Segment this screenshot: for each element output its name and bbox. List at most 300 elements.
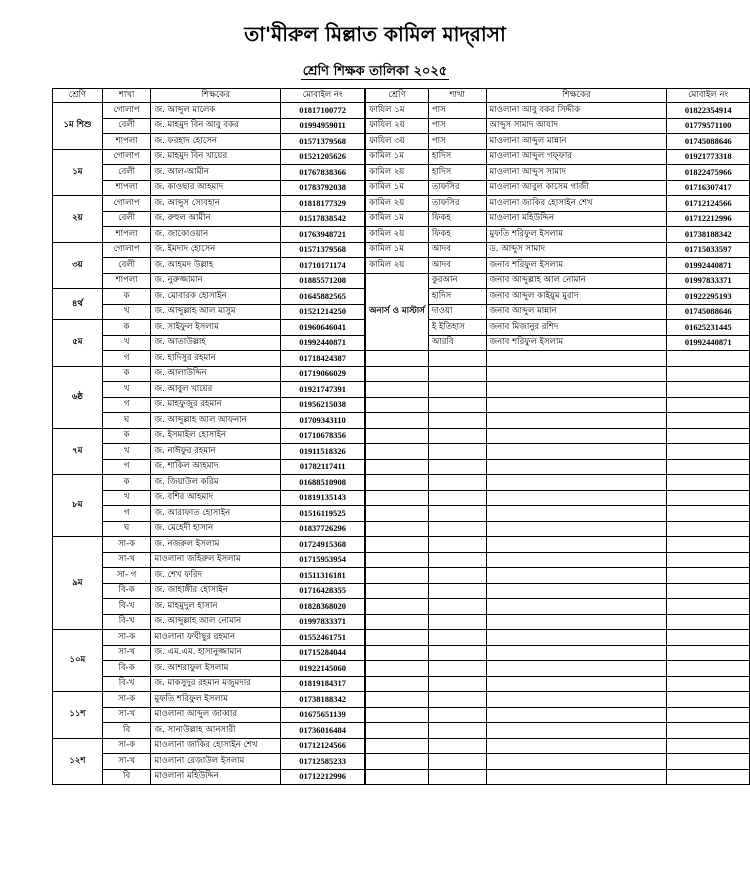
branch-cell: দাওয়া bbox=[428, 304, 486, 320]
teacher-cell: মাওলানা জাকির হোসাইন শেখ bbox=[151, 738, 281, 754]
branch-cell: গ bbox=[102, 506, 151, 522]
empty-cell bbox=[428, 692, 486, 708]
teacher-cell: জ. মাহফুজুর রহমান bbox=[151, 397, 281, 413]
branch-cell: হাদিস bbox=[428, 149, 486, 165]
mobile-cell: 01822475966 bbox=[667, 165, 750, 181]
teacher-cell: মাওলানা আব্দুল মান্নান bbox=[486, 134, 667, 150]
branch-cell: বি-খ bbox=[102, 614, 151, 630]
mobile-cell: 01997833371 bbox=[667, 273, 750, 289]
table-row bbox=[53, 366, 750, 382]
branch-cell: সা-খ bbox=[102, 754, 151, 770]
teacher-cell: মাওলানা রেজাউল ইসলাম bbox=[151, 754, 281, 770]
branch-cell: সা-ক bbox=[102, 630, 151, 646]
teacher-cell: ড. আব্দুস সামাদ bbox=[486, 242, 667, 258]
empty-cell bbox=[486, 568, 667, 584]
empty-cell bbox=[667, 475, 750, 491]
empty-cell bbox=[428, 738, 486, 754]
empty-cell bbox=[486, 475, 667, 491]
mobile-cell: 01521205626 bbox=[281, 149, 366, 165]
empty-cell bbox=[365, 537, 428, 553]
mobile-cell: 01712124566 bbox=[667, 196, 750, 212]
teacher-cell: জ. আহমদ উল্লাহ bbox=[151, 258, 281, 274]
empty-cell bbox=[428, 707, 486, 723]
empty-cell bbox=[365, 552, 428, 568]
branch-cell: সা-খ bbox=[102, 645, 151, 661]
mobile-cell: 01571379568 bbox=[281, 242, 366, 258]
branch-cell: ঘ bbox=[102, 413, 151, 429]
table-row bbox=[53, 165, 750, 181]
empty-cell bbox=[486, 459, 667, 475]
teacher-cell: জ. জাকোওয়ান bbox=[151, 227, 281, 243]
empty-cell bbox=[486, 351, 667, 367]
branch-cell: ফিকহ bbox=[428, 211, 486, 227]
teacher-cell: জ. আতাউল্লাহ bbox=[151, 335, 281, 351]
empty-cell bbox=[486, 614, 667, 630]
teacher-cell: জ. মাহমুদুল হাসান bbox=[151, 599, 281, 615]
page-title: তা'মীরুল মিল্লাত কামিল মাদ্‌রাসা bbox=[244, 22, 506, 46]
teacher-cell: মাওলানা জহিরুল ইসলাম bbox=[151, 552, 281, 568]
table-row bbox=[53, 180, 750, 196]
branch-cell: বি-ক bbox=[102, 583, 151, 599]
table-row bbox=[53, 583, 750, 599]
empty-cell bbox=[486, 599, 667, 615]
teacher-cell: মাওলানা ফখীছুর রহমান bbox=[151, 630, 281, 646]
table-row bbox=[53, 103, 750, 119]
mobile-cell: 01724915368 bbox=[281, 537, 366, 553]
header-teacher-2: শিক্ষকের bbox=[486, 89, 667, 103]
teacher-table-body bbox=[53, 89, 750, 785]
empty-cell bbox=[486, 537, 667, 553]
mobile-cell: 01885571208 bbox=[281, 273, 366, 289]
branch-cell: ই ইতিহাস bbox=[428, 320, 486, 336]
table-row bbox=[53, 459, 750, 475]
mobile-cell: 01688510908 bbox=[281, 475, 366, 491]
teacher-cell: জ. আব্দুল্লাহ আল আফনান bbox=[151, 413, 281, 429]
empty-cell bbox=[667, 723, 750, 739]
empty-cell bbox=[365, 366, 428, 382]
empty-cell bbox=[365, 444, 428, 460]
mobile-cell: 01782117411 bbox=[281, 459, 366, 475]
empty-cell bbox=[365, 521, 428, 537]
teacher-cell: জ. বশির আহমাদ bbox=[151, 490, 281, 506]
teacher-cell: জ. সাইফুল ইসলাম bbox=[151, 320, 281, 336]
class-cell: ৮ম bbox=[53, 475, 103, 537]
class-cell: ১২শ bbox=[53, 738, 103, 785]
branch-cell: গোলাপ bbox=[102, 196, 151, 212]
teacher-cell: জ. আব্দুস সোবহান bbox=[151, 196, 281, 212]
empty-cell bbox=[365, 490, 428, 506]
mobile-cell: 01763948721 bbox=[281, 227, 366, 243]
table-row bbox=[53, 211, 750, 227]
branch-cell: গ bbox=[102, 397, 151, 413]
empty-cell bbox=[365, 661, 428, 677]
branch-cell: সা-ক bbox=[102, 738, 151, 754]
mobile-cell: 01992440871 bbox=[667, 258, 750, 274]
teacher-cell: জ. ইসমাইল হোসাইন bbox=[151, 428, 281, 444]
table-row bbox=[53, 754, 750, 770]
empty-cell bbox=[486, 738, 667, 754]
empty-cell bbox=[486, 645, 667, 661]
empty-cell bbox=[428, 475, 486, 491]
branch-cell: সা-ক bbox=[102, 692, 151, 708]
teacher-cell: মাওলানা আবু বকর সিদ্দীক bbox=[486, 103, 667, 119]
empty-cell bbox=[365, 738, 428, 754]
empty-cell bbox=[486, 490, 667, 506]
table-row bbox=[53, 258, 750, 274]
teacher-cell: জ. শাকিল আহমাদ bbox=[151, 459, 281, 475]
empty-cell bbox=[486, 769, 667, 785]
empty-cell bbox=[667, 661, 750, 677]
branch-cell: বেলী bbox=[102, 118, 151, 134]
table-row bbox=[53, 149, 750, 165]
empty-cell bbox=[365, 630, 428, 646]
table-row bbox=[53, 118, 750, 134]
empty-cell bbox=[365, 583, 428, 599]
branch-cell: সা-ক bbox=[102, 537, 151, 553]
empty-cell bbox=[667, 754, 750, 770]
table-header-row bbox=[53, 89, 750, 103]
empty-cell bbox=[428, 490, 486, 506]
empty-cell bbox=[428, 583, 486, 599]
teacher-cell: জ. মোবারক হোসাইন bbox=[151, 289, 281, 305]
teacher-cell: মাওলানা জাকির হোসাইন শেখ bbox=[486, 196, 667, 212]
empty-cell bbox=[428, 599, 486, 615]
class-cell: কামিল ২য় bbox=[365, 196, 428, 212]
mobile-cell: 01960646041 bbox=[281, 320, 366, 336]
table-row bbox=[53, 490, 750, 506]
branch-cell: হাদিস bbox=[428, 165, 486, 181]
branch-cell: ফিকহ bbox=[428, 227, 486, 243]
mobile-cell: 01517838542 bbox=[281, 211, 366, 227]
branch-cell: ঘ bbox=[102, 521, 151, 537]
teacher-cell: মাওলানা আব্দুল গফ্ফার bbox=[486, 149, 667, 165]
masters-group-label: অনার্স ও মাস্টার্স bbox=[365, 273, 428, 351]
table-row bbox=[53, 769, 750, 785]
teacher-cell: মাওলানা আব্দুস সামাদ bbox=[486, 165, 667, 181]
branch-cell: আদব bbox=[428, 258, 486, 274]
mobile-cell: 01997833371 bbox=[281, 614, 366, 630]
teacher-cell: জ. নজরুল ইসলাম bbox=[151, 537, 281, 553]
branch-cell: বি-ক bbox=[102, 661, 151, 677]
empty-cell bbox=[667, 552, 750, 568]
mobile-cell: 01819135143 bbox=[281, 490, 366, 506]
empty-cell bbox=[428, 382, 486, 398]
teacher-cell: জ. আল-আমীন bbox=[151, 165, 281, 181]
empty-cell bbox=[667, 583, 750, 599]
empty-cell bbox=[365, 599, 428, 615]
table-row bbox=[53, 661, 750, 677]
teacher-cell: জ. এম.এম. হাসানুজ্জামান bbox=[151, 645, 281, 661]
empty-cell bbox=[486, 661, 667, 677]
branch-cell: বি-খ bbox=[102, 676, 151, 692]
mobile-cell: 01779571100 bbox=[667, 118, 750, 134]
class-cell: ৯ম bbox=[53, 537, 103, 630]
branch-cell: গোলাপ bbox=[102, 103, 151, 119]
class-cell: ৩য় bbox=[53, 242, 103, 289]
table-row bbox=[53, 428, 750, 444]
branch-cell: সা-খ bbox=[102, 707, 151, 723]
branch-cell: বেলী bbox=[102, 211, 151, 227]
empty-cell bbox=[667, 351, 750, 367]
mobile-cell: 01828368020 bbox=[281, 599, 366, 615]
teacher-cell: জ. হাদিসুর রহমান bbox=[151, 351, 281, 367]
mobile-cell: 01716307417 bbox=[667, 180, 750, 196]
mobile-cell: 01710171174 bbox=[281, 258, 366, 274]
teacher-cell: জ. আবুল খায়ের bbox=[151, 382, 281, 398]
class-cell: ফাযিল ২য় bbox=[365, 118, 428, 134]
mobile-cell: 01552461751 bbox=[281, 630, 366, 646]
header-teacher: শিক্ষকের bbox=[151, 89, 281, 103]
teacher-cell: জনাব আব্দুল্লাহ আল নোমান bbox=[486, 273, 667, 289]
table-row bbox=[53, 599, 750, 615]
empty-cell bbox=[365, 413, 428, 429]
table-row bbox=[53, 537, 750, 553]
empty-cell bbox=[667, 645, 750, 661]
branch-cell: কুরআন bbox=[428, 273, 486, 289]
mobile-cell: 01921773318 bbox=[667, 149, 750, 165]
empty-cell bbox=[365, 568, 428, 584]
table-row bbox=[53, 676, 750, 692]
branch-cell: তাফসির bbox=[428, 180, 486, 196]
table-row bbox=[53, 506, 750, 522]
branch-cell: শাপলা bbox=[102, 273, 151, 289]
empty-cell bbox=[428, 506, 486, 522]
teacher-cell: জনাব আব্দুল মান্নান bbox=[486, 304, 667, 320]
teacher-cell: জ. মেহেদী হাসান bbox=[151, 521, 281, 537]
mobile-cell: 01712124566 bbox=[281, 738, 366, 754]
empty-cell bbox=[428, 661, 486, 677]
empty-cell bbox=[428, 630, 486, 646]
teacher-cell: জ. আরাফাত হোসাইন bbox=[151, 506, 281, 522]
mobile-cell: 01738188342 bbox=[667, 227, 750, 243]
mobile-cell: 01921747391 bbox=[281, 382, 366, 398]
empty-cell bbox=[667, 428, 750, 444]
empty-cell bbox=[486, 506, 667, 522]
teacher-cell: জ. আব্দুল মালেক bbox=[151, 103, 281, 119]
header-mobile: মোবাইল নং bbox=[281, 89, 366, 103]
mobile-cell: 01675651139 bbox=[281, 707, 366, 723]
empty-cell bbox=[365, 397, 428, 413]
branch-cell: ক bbox=[102, 289, 151, 305]
empty-cell bbox=[428, 413, 486, 429]
branch-cell: ক bbox=[102, 320, 151, 336]
empty-cell bbox=[667, 630, 750, 646]
table-row bbox=[53, 552, 750, 568]
branch-cell: গ bbox=[102, 351, 151, 367]
mobile-cell: 01719066029 bbox=[281, 366, 366, 382]
empty-cell bbox=[667, 459, 750, 475]
teacher-cell: মাওলানা মহিউদ্দিন bbox=[486, 211, 667, 227]
teacher-cell: জ. সানাউল্লাহ আনসারী bbox=[151, 723, 281, 739]
empty-cell bbox=[667, 397, 750, 413]
empty-cell bbox=[428, 723, 486, 739]
empty-cell bbox=[667, 490, 750, 506]
empty-cell bbox=[667, 769, 750, 785]
mobile-cell: 01738188342 bbox=[281, 692, 366, 708]
empty-cell bbox=[365, 692, 428, 708]
mobile-cell: 01817100772 bbox=[281, 103, 366, 119]
teacher-cell: জ. ফরহাদ হোসেন bbox=[151, 134, 281, 150]
teacher-cell: জ. আব্দুল্লাহ আল মাসুম bbox=[151, 304, 281, 320]
empty-cell bbox=[486, 723, 667, 739]
empty-cell bbox=[428, 351, 486, 367]
empty-cell bbox=[365, 428, 428, 444]
empty-cell bbox=[365, 645, 428, 661]
empty-cell bbox=[428, 428, 486, 444]
branch-cell: ক bbox=[102, 475, 151, 491]
branch-cell: বেলী bbox=[102, 165, 151, 181]
mobile-cell: 01736016484 bbox=[281, 723, 366, 739]
class-cell: ২য় bbox=[53, 196, 103, 243]
class-cell: কামিল ১ম bbox=[365, 211, 428, 227]
empty-cell bbox=[667, 707, 750, 723]
class-cell: কামিল ২য় bbox=[365, 258, 428, 274]
page-subtitle bbox=[0, 62, 750, 83]
teacher-cell: জ. মাহমুদ বিন আবু বকর bbox=[151, 118, 281, 134]
mobile-cell: 01716428355 bbox=[281, 583, 366, 599]
header-class: শ্রেণি bbox=[53, 89, 103, 103]
teacher-cell: জনাব শরিফুল ইসলাম bbox=[486, 335, 667, 351]
empty-cell bbox=[667, 599, 750, 615]
empty-cell bbox=[365, 754, 428, 770]
mobile-cell: 01819184317 bbox=[281, 676, 366, 692]
empty-cell bbox=[667, 614, 750, 630]
table-row bbox=[53, 444, 750, 460]
table-row bbox=[53, 351, 750, 367]
branch-cell: সা-খ bbox=[102, 552, 151, 568]
branch-cell: পাস bbox=[428, 103, 486, 119]
teacher-cell: জ. জাহাঙ্গীর হোসাইন bbox=[151, 583, 281, 599]
mobile-cell: 01837726296 bbox=[281, 521, 366, 537]
class-cell: কামিল ২য় bbox=[365, 227, 428, 243]
branch-cell: শাপলা bbox=[102, 180, 151, 196]
teacher-cell: জনাব মিজানুর রশিদ bbox=[486, 320, 667, 336]
branch-cell: খ bbox=[102, 335, 151, 351]
empty-cell bbox=[667, 676, 750, 692]
table-row bbox=[53, 475, 750, 491]
class-cell: ১ম শিশু bbox=[53, 103, 103, 150]
table-row bbox=[53, 413, 750, 429]
table-row bbox=[53, 521, 750, 537]
mobile-cell: 01571379568 bbox=[281, 134, 366, 150]
branch-cell: বি bbox=[102, 723, 151, 739]
teacher-cell: জ. শেখ ফরিদ bbox=[151, 568, 281, 584]
mobile-cell: 01712212996 bbox=[281, 769, 366, 785]
empty-cell bbox=[486, 552, 667, 568]
table-row bbox=[53, 645, 750, 661]
table-row bbox=[53, 273, 750, 289]
mobile-cell: 01922295193 bbox=[667, 289, 750, 305]
empty-cell bbox=[428, 459, 486, 475]
mobile-cell: 01911518326 bbox=[281, 444, 366, 460]
class-cell: ১ম bbox=[53, 149, 103, 196]
mobile-cell: 01745088646 bbox=[667, 134, 750, 150]
teacher-cell: জনাব আব্দুল কাইয়ুম মুরাদ bbox=[486, 289, 667, 305]
branch-cell: ক bbox=[102, 428, 151, 444]
table-row bbox=[53, 738, 750, 754]
empty-cell bbox=[365, 707, 428, 723]
branch-cell: গোলাপ bbox=[102, 242, 151, 258]
mobile-cell: 01521214250 bbox=[281, 304, 366, 320]
mobile-cell: 01709343110 bbox=[281, 413, 366, 429]
empty-cell bbox=[486, 754, 667, 770]
mobile-cell: 01745088646 bbox=[667, 304, 750, 320]
class-cell: ৭ম bbox=[53, 428, 103, 475]
branch-cell: খ bbox=[102, 382, 151, 398]
class-cell: ১০ম bbox=[53, 630, 103, 692]
branch-cell: আদব bbox=[428, 242, 486, 258]
branch-cell: ক bbox=[102, 366, 151, 382]
header-branch: শাখা bbox=[102, 89, 151, 103]
branch-cell: তাফসির bbox=[428, 196, 486, 212]
class-cell: ৫ম bbox=[53, 320, 103, 367]
teacher-cell: আব্দুস সামাদ আযাদ bbox=[486, 118, 667, 134]
teacher-cell: জ. কাওছার আহমাদ bbox=[151, 180, 281, 196]
class-cell: ১১শ bbox=[53, 692, 103, 739]
branch-cell: সা- গ bbox=[102, 568, 151, 584]
teacher-cell: জ. আলাউদ্দিন bbox=[151, 366, 281, 382]
empty-cell bbox=[486, 521, 667, 537]
empty-cell bbox=[486, 397, 667, 413]
empty-cell bbox=[365, 723, 428, 739]
class-cell: ফাযিল ৩য় bbox=[365, 134, 428, 150]
mobile-cell: 01516119525 bbox=[281, 506, 366, 522]
mobile-cell: 01992440871 bbox=[667, 335, 750, 351]
class-cell: কামিল ১ম bbox=[365, 180, 428, 196]
empty-cell bbox=[667, 537, 750, 553]
empty-cell bbox=[486, 692, 667, 708]
empty-cell bbox=[486, 707, 667, 723]
header-mobile-2: মোবাইল নং bbox=[667, 89, 750, 103]
teacher-table bbox=[52, 88, 750, 785]
mobile-cell: 01992440871 bbox=[281, 335, 366, 351]
empty-cell bbox=[428, 537, 486, 553]
mobile-cell: 01712212996 bbox=[667, 211, 750, 227]
table-row bbox=[53, 382, 750, 398]
empty-cell bbox=[428, 444, 486, 460]
class-cell: কামিল ১ম bbox=[365, 242, 428, 258]
branch-cell: হাদিস bbox=[428, 289, 486, 305]
empty-cell bbox=[365, 506, 428, 522]
branch-cell: বেলী bbox=[102, 258, 151, 274]
empty-cell bbox=[428, 397, 486, 413]
branch-cell: গ bbox=[102, 459, 151, 475]
branch-cell: বি-খ bbox=[102, 599, 151, 615]
empty-cell bbox=[486, 382, 667, 398]
table-row bbox=[53, 614, 750, 630]
empty-cell bbox=[428, 614, 486, 630]
mobile-cell: 01956215038 bbox=[281, 397, 366, 413]
mobile-cell: 01994959011 bbox=[281, 118, 366, 134]
teacher-cell: জ. নুরুজ্জামান bbox=[151, 273, 281, 289]
empty-cell bbox=[428, 366, 486, 382]
empty-cell bbox=[365, 614, 428, 630]
empty-cell bbox=[667, 692, 750, 708]
empty-cell bbox=[365, 769, 428, 785]
branch-cell: শাপলা bbox=[102, 134, 151, 150]
teacher-cell: জ. আব্দুল্লাহ আল নোমান bbox=[151, 614, 281, 630]
empty-cell bbox=[486, 413, 667, 429]
mobile-cell: 01767838366 bbox=[281, 165, 366, 181]
mobile-cell: 01783792038 bbox=[281, 180, 366, 196]
class-cell: ৪র্থ bbox=[53, 289, 103, 320]
empty-cell bbox=[486, 444, 667, 460]
mobile-cell: 01710678356 bbox=[281, 428, 366, 444]
empty-cell bbox=[667, 382, 750, 398]
table-row bbox=[53, 227, 750, 243]
mobile-cell: 01718424387 bbox=[281, 351, 366, 367]
teacher-cell: জ. মাহমুদ বিন খায়ের bbox=[151, 149, 281, 165]
